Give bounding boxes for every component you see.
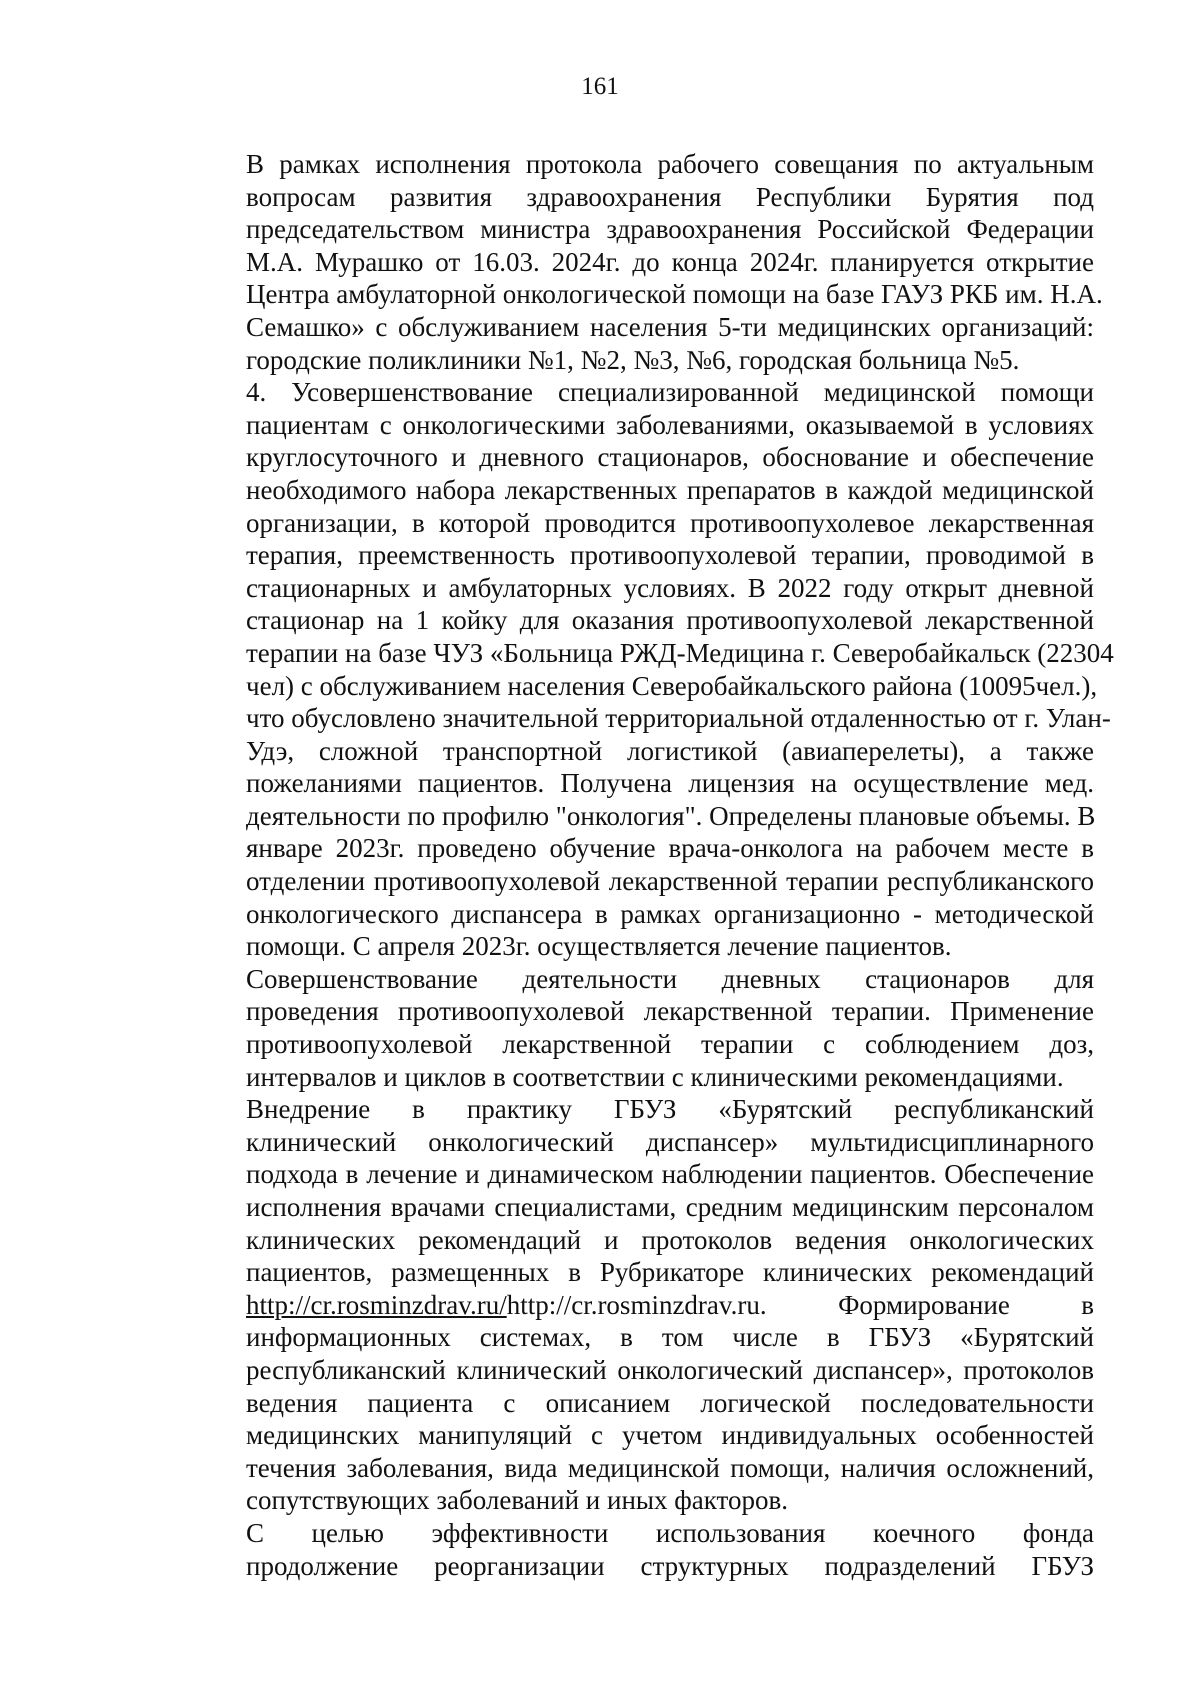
text-line: продолжение реорганизации структурных подразделений ГБУЗ — [246, 1550, 1094, 1581]
text-line: терапия, преемственность противоопухолевой терапии, проводимой в — [246, 540, 1094, 571]
text-line: интервалов и циклов в соответствии с клиническими рекомендациями. — [246, 1061, 1064, 1092]
text-line: пациентам с онкологическими заболеваниями, оказываемой в условиях — [246, 409, 1094, 440]
link-line-text: http://cr.rosminzdrav.ru. Формирование в — [506, 1289, 1094, 1320]
text-line: С целью эффективности использования коечного фонда — [246, 1517, 1094, 1548]
text-line: республиканский клинический онкологический диспансер», протоколов — [246, 1354, 1094, 1385]
text-line: медицинских манипуляций с учетом индивидуальных особенностей — [246, 1420, 1094, 1451]
text-line: председательством министра здравоохранения Российской Федерации — [246, 214, 1094, 245]
text-line: подхода в лечение и динамическом наблюдении пациентов. Обеспечение — [246, 1159, 1094, 1190]
text-line: клинический онкологический диспансер» мультидисциплинарного — [246, 1126, 1094, 1157]
text-line: Семашко» с обслуживанием населения 5-ти медицинских организаций: — [246, 311, 1094, 342]
text-line: Удэ, сложной транспортной логистикой (авиаперелеты), а также — [246, 735, 1094, 766]
text-line: пожеланиями пациентов. Получена лицензия на осуществление мед. — [246, 768, 1094, 799]
paragraph-multidisciplinary — [172, 1093, 1094, 1517]
text-line: клинических рекомендаций и протоколов ведения онкологических — [246, 1224, 1094, 1255]
text-line: деятельности по профилю "онкология". Определены плановые объемы. В — [246, 800, 1096, 831]
text-line: пациентов, размещенных в Рубрикаторе клинических рекомендаций — [246, 1257, 1094, 1288]
text-line: круглосуточного и дневного стационаров, обоснование и обеспечение — [246, 442, 1094, 473]
text-line: стационар на 1 койку для оказания противоопухолевой лекарственной — [246, 605, 1094, 636]
text-line: сопутствующих заболеваний и иных факторов. — [246, 1485, 788, 1516]
text-line: исполнения врачами специалистами, средним медицинским персоналом — [246, 1192, 1094, 1222]
document-body — [172, 148, 1114, 1582]
text-line: 4. Усовершенствование специализированной медицинской помощи — [246, 377, 1094, 408]
paragraph-bed-fund — [172, 1517, 1094, 1582]
page-number: 161 — [581, 73, 619, 100]
text-line: организации, в которой проводится противоопухолевое лекарственная — [246, 507, 1094, 538]
text-line: онкологического диспансера в рамках организационно - методической — [246, 898, 1094, 929]
paragraph-day-hospitals — [172, 963, 1094, 1093]
text-line: ведения пациента с описанием логической последовательности — [246, 1387, 1094, 1418]
text-line: помощи. С апреля 2023г. осуществляется лечение пациентов. — [246, 931, 952, 962]
text-line: течения заболевания, вида медицинской помощи, наличия осложнений, — [246, 1452, 1094, 1483]
text-line: М.А. Мурашко от 16.03. 2024г. до конца 2024г. планируется открытие — [246, 246, 1094, 277]
text-line: В рамках исполнения протокола рабочего совещания по актуальным — [246, 149, 1094, 179]
text-line: Центра амбулаторной онкологической помощи на базе ГАУЗ РКБ им. Н.А. — [246, 279, 1103, 310]
text-line: противоопухолевой лекарственной терапии с соблюдением доз, — [246, 1029, 1094, 1060]
text-line: Внедрение в практику ГБУЗ «Бурятский республиканский — [246, 1094, 1094, 1125]
text-line: Совершенствование деятельности дневных стационаров для — [246, 963, 1094, 994]
text-line: терапии на базе ЧУЗ «Больница РЖД-Медицина г. Северобайкальск (22304 — [246, 637, 1114, 668]
text-line: чел) с обслуживанием населения Северобайкальского района (10095чел.), — [246, 670, 1098, 701]
text-line-with-link — [172, 1289, 1094, 1322]
paragraph-oncology-center — [172, 148, 1103, 376]
text-line: январе 2023г. проведено обучение врача-онколога на рабочем месте в — [246, 833, 1094, 864]
text-line: отделении противоопухолевой лекарственной терапии республиканского — [246, 866, 1094, 897]
text-line: информационных системах, в том числе в ГБУЗ «Бурятский — [246, 1322, 1094, 1353]
rubricator-link[interactable]: http://cr.rosminzdrav.ru/ — [246, 1289, 507, 1320]
text-line: вопросам развития здравоохранения Республики Бурятия под — [246, 181, 1094, 212]
text-line: необходимого набора лекарственных препаратов в каждой медицинской — [246, 474, 1094, 505]
text-line: что обусловлено значительной территориальной отдаленностью от г. Улан- — [246, 703, 1111, 734]
text-line: стационарных и амбулаторных условиях. В 2022 году открыт дневной — [246, 572, 1094, 603]
text-line: проведения противоопухолевой лекарственной терапии. Применение — [246, 996, 1094, 1027]
text-line: городские поликлиники №1, №2, №3, №6, городская больница №5. — [246, 344, 1020, 375]
paragraph-item-4 — [172, 376, 1114, 963]
